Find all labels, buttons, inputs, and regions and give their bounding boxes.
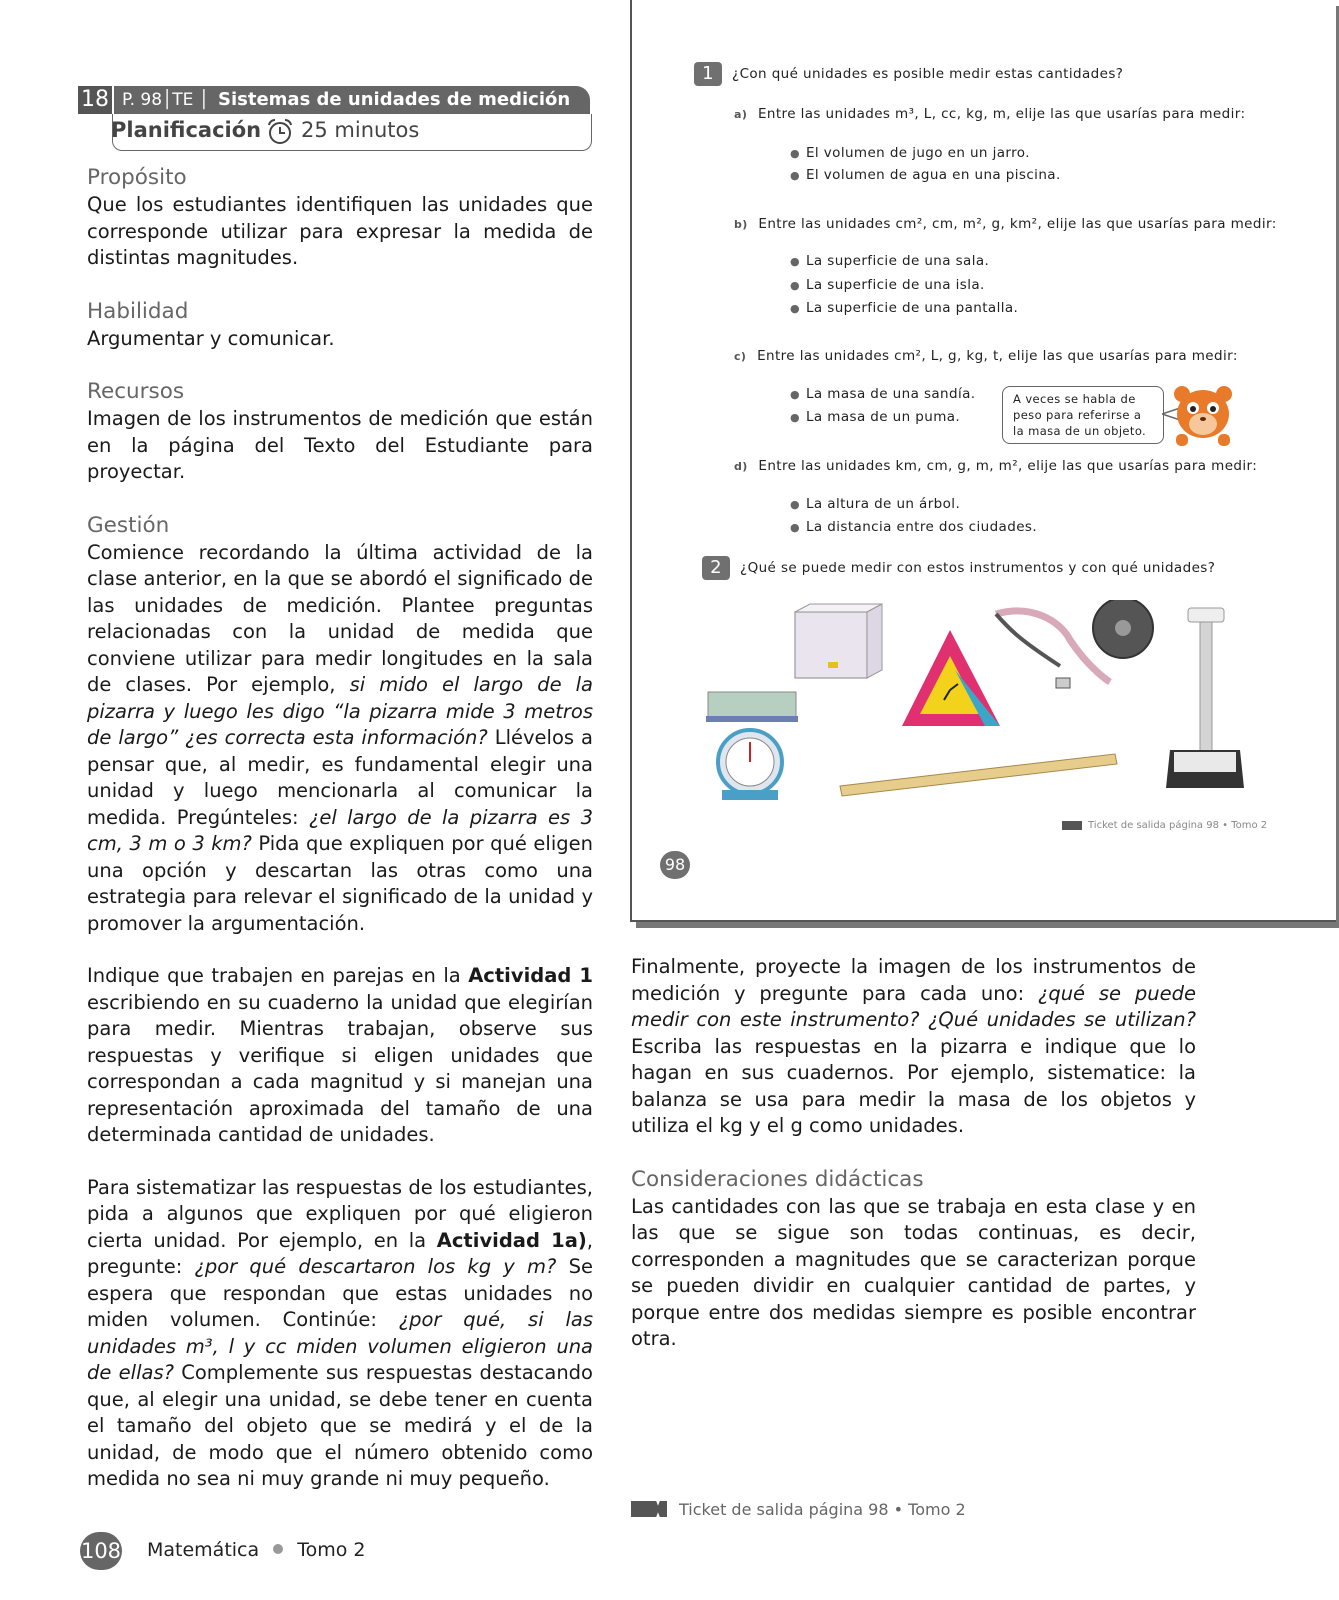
question-1b-text: Entre las unidades cm², cm, m², g, km², elije las que usarías para medir: (758, 216, 1277, 232)
lesson-header (78, 86, 590, 114)
dot-separator (273, 1544, 283, 1554)
page-number: 108 (80, 1532, 122, 1570)
left-column (87, 164, 593, 1493)
question-1d-label: d) (734, 460, 748, 473)
footer-book: Matemática Tomo 2 (147, 1539, 366, 1561)
list-item: ● La masa de un puma. (790, 409, 960, 425)
list-item: ● El volumen de jugo en un jarro. (790, 145, 1030, 161)
ticket-icon (1062, 821, 1082, 830)
measuring-tape-icon (996, 600, 1153, 688)
height-scale-icon (1166, 608, 1244, 788)
book-page-number: 98 (660, 851, 690, 879)
list-item: ● La superficie de una isla. (790, 277, 985, 293)
question-1d (734, 458, 1257, 474)
triangle-clock-icon (902, 630, 1000, 726)
recursos-text: Imagen de los instrumentos de medición que están en la página del Texto del Estudiante para proyectar. (87, 407, 593, 483)
question-1c (734, 348, 1238, 364)
question-1d-text: Entre las unidades km, cm, g, m, m², elije las que usarías para medir: (758, 458, 1258, 474)
ticket-icon (631, 1501, 667, 1517)
question-1c-label: c) (734, 350, 747, 363)
question-1b-label: b) (734, 218, 748, 231)
recursos-heading: Recursos (87, 379, 185, 404)
lesson-title: Sistemas de unidades de medición (218, 89, 571, 110)
gestion-paragraph-3: Para sistematizar las respuestas de los estudiantes, pida a algunos que expliquen por qué eligieron cierta unidad. Por ejemplo, en la Actividad 1a), pregunte: ¿por qué descartaron los kg y m? Se espera que respondan que estas unidades no miden volumen. Continúe: ¿por qué, si las unidades m³, l y cc miden volumen eligieron una de ellas? Complemente sus respuestas destacando que, al elegir una unidad, se debe tener en cuenta el tamaño del objeto que se medirá y el de la unidad, de modo que el número obtenido como medida no sea ni muy grande ni muy pequeño. (87, 1175, 594, 1490)
kitchen-scale-icon (706, 692, 798, 800)
list-item: ● El volumen de agua en una piscina. (790, 167, 1061, 183)
planning-label: Planificación (111, 118, 262, 142)
gestion-paragraph-1: Comience recordando la última actividad de la clase anterior, en la que se abordó el significado de las unidades de medición. Plantee preguntas relacionadas con la unidad de medida que conviene utilizar para medir longitudes en la sala de clases. Por ejemplo, si mido el largo de la pizarra y luego les digo “la pizarra mide 3 metros de largo” ¿es correcta esta información? Llévelos a pensar que, al medir, es fundamental elegir una unidad y luego mencionarla al comunicar la medida. Pregúnteles: ¿el largo de la pizarra es 3 cm, 3 m o 3 km? Pida que expliquen por qué eligen una opción y descartan las otras como una estrategia para relevar el significado de la unidad y promover la argumentación. (87, 540, 594, 935)
alarm-clock-icon (265, 118, 295, 151)
list-item: ● La distancia entre dos ciudades. (790, 519, 1037, 535)
question-1a-label: a) (734, 108, 748, 121)
instruments-illustration (700, 600, 1260, 820)
page-reference: P. 98│TE │ (122, 90, 210, 110)
habilidad-heading: Habilidad (87, 298, 189, 324)
habilidad-text: Argumentar y comunicar. (87, 326, 335, 350)
question-1a-text: Entre las unidades m³, L, cc, kg, m, elije las que usarías para medir: (757, 106, 1246, 122)
gestion-paragraph-2: Indique que trabajen en parejas en la Actividad 1 escribiendo en su cuaderno la unidad que elegirían para medir. Mientras trabajan, observe sus respuestas y verifique si eligen unidades que correspondan a cada magnitud y si manejan una representación aproximada del tamaño de una determinada cantidad de unidades. (87, 964, 594, 1146)
proposito-text: Que los estudiantes identifiquen las unidades que corresponde utilizar para expresar la medida de distintas magnitudes. (87, 193, 593, 269)
question-2-text: ¿Qué se puede medir con estos instrumentos y con qué unidades? (740, 560, 1216, 576)
list-item: ● La superficie de una sala. (790, 253, 989, 269)
question-1a (734, 106, 1245, 122)
list-item: ● La masa de una sandía. (790, 386, 976, 402)
question-1c-text: Entre las unidades cm², L, g, kg, t, elije las que usarías para medir: (757, 348, 1238, 364)
duration: 25 minutos (301, 118, 420, 142)
footer-ticket: Ticket de salida página 98 • Tomo 2 (631, 1500, 966, 1519)
consideraciones-heading: Consideraciones didácticas (631, 1166, 924, 1192)
tiger-mascot-icon (1162, 384, 1242, 457)
proposito-heading: Propósito (87, 165, 187, 190)
question-1-number: 1 (694, 62, 722, 86)
gestion-heading: Gestión (87, 512, 170, 538)
planning-box (112, 114, 592, 151)
question-2-number: 2 (702, 556, 730, 580)
ruler-icon (840, 754, 1117, 796)
speech-bubble: A veces se habla de peso para referirse a la masa de un objeto. (1002, 386, 1164, 444)
measuring-cube-icon (795, 604, 882, 678)
finalmente-paragraph: Finalmente, proyecte la imagen de los instrumentos de medición y pregunte para cada uno: ¿qué se puede medir con este instrumento? ¿Qué unidades se utilizan? Escriba las respuestas en la pizarra e indique que lo hagan en sus cuadernos. Por ejemplo, sistematice: la balanza se usa para medir la masa de los objetos y utiliza el kg y el g como unidades. (631, 955, 1196, 1137)
consideraciones-text: Las cantidades con las que se trabaja en esta clase y en las que se sigue son todas continuas, es decir, corresponden a magnitudes que se caracterizan porque se pueden dividir en cualquier cantidad de partes, y porque entre dos medidas siempre es posible encontrar otra. (631, 1194, 1196, 1350)
question-1-text: ¿Con qué unidades es posible medir estas cantidades? (732, 66, 1124, 82)
list-item: ● La superficie de una pantalla. (790, 300, 1018, 316)
right-column (631, 954, 1196, 1353)
list-item: ● La altura de un árbol. (790, 496, 960, 512)
lesson-number: 18 (78, 86, 114, 114)
question-1b (734, 216, 1277, 232)
book-ticket: Ticket de salida página 98 • Tomo 2 (1062, 820, 1267, 831)
